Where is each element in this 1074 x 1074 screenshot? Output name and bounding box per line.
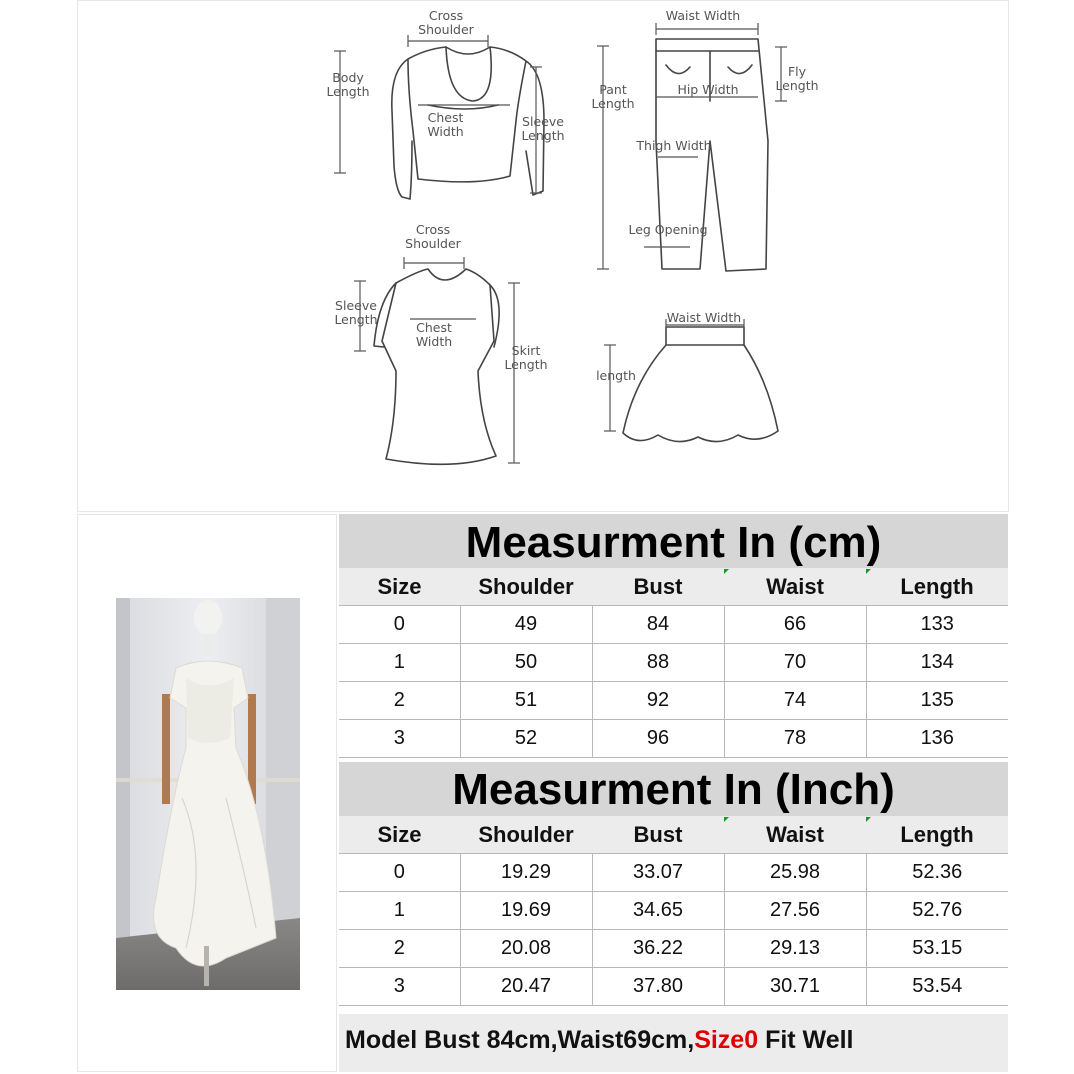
table-row	[339, 682, 1008, 720]
cell-bust: 37.80	[592, 968, 724, 1006]
table-row	[339, 606, 1008, 644]
cell-shoulder: 20.47	[460, 968, 592, 1006]
cell-size: 1	[339, 644, 460, 682]
cm-header-row	[339, 568, 1008, 606]
header-length: Length	[866, 568, 1008, 606]
fit-note-prefix: Model Bust 84cm,Waist69cm,	[345, 1026, 695, 1054]
cm-table-title: Measurment In (cm)	[339, 514, 1008, 568]
label-skirt-waist-width: Waist Width	[666, 310, 742, 325]
label-dress-sleeve-length: Sleeve Length	[334, 298, 378, 327]
cell-shoulder: 19.29	[460, 854, 592, 892]
header-size: Size	[339, 568, 460, 606]
label-leg-opening: Leg Opening	[628, 222, 708, 237]
table-row	[339, 930, 1008, 968]
cell-waist: 78	[724, 720, 866, 758]
label-pants-waist-width: Waist Width	[665, 8, 741, 23]
cell-bust: 88	[592, 644, 724, 682]
label-skirt-length: Skirt Length	[504, 343, 548, 372]
fit-note-suffix: Fit Well	[758, 1026, 854, 1054]
label-body-length: Body Length	[326, 70, 370, 99]
label-skirt-length-short: length	[596, 368, 636, 383]
table-row	[339, 720, 1008, 758]
cell-bust: 96	[592, 720, 724, 758]
cell-size: 2	[339, 682, 460, 720]
cell-size: 3	[339, 720, 460, 758]
label-thigh-width: Thigh Width	[636, 138, 712, 153]
cell-length: 53.15	[866, 930, 1008, 968]
cell-size: 2	[339, 930, 460, 968]
cell-length: 52.36	[866, 854, 1008, 892]
cell-waist: 70	[724, 644, 866, 682]
header-bust: Bust	[592, 816, 724, 854]
header-shoulder: Shoulder	[460, 568, 592, 606]
cell-size: 0	[339, 854, 460, 892]
cell-size: 3	[339, 968, 460, 1006]
cell-length: 134	[866, 644, 1008, 682]
skirt-sketch	[623, 327, 778, 442]
cell-length: 135	[866, 682, 1008, 720]
cell-shoulder: 50	[460, 644, 592, 682]
label-chest-width: Chest Width	[427, 110, 464, 139]
label-hip-width: Hip Width	[677, 82, 739, 97]
label-dress-chest-width: Chest Width	[415, 320, 453, 349]
cell-bust: 33.07	[592, 854, 724, 892]
label-pant-length: Pant Length	[591, 82, 635, 111]
inch-table-title: Measurment In (Inch)	[339, 762, 1008, 816]
label-dress-cross-shoulder: Cross Shoulder	[405, 222, 461, 251]
garment-sketches	[78, 1, 1010, 513]
cell-length: 136	[866, 720, 1008, 758]
cell-bust: 34.65	[592, 892, 724, 930]
header-waist: Waist	[724, 568, 866, 606]
inch-size-table	[339, 816, 1008, 1006]
mannequin-dress-photo	[116, 598, 300, 990]
cell-length: 53.54	[866, 968, 1008, 1006]
header-length: Length	[866, 816, 1008, 854]
table-row	[339, 854, 1008, 892]
cell-shoulder: 51	[460, 682, 592, 720]
cm-size-table	[339, 568, 1008, 758]
inch-header-row	[339, 816, 1008, 854]
header-bust: Bust	[592, 568, 724, 606]
size-diagram	[77, 0, 1009, 512]
cell-waist: 29.13	[724, 930, 866, 968]
cell-bust: 84	[592, 606, 724, 644]
label-fly-length: Fly Length	[775, 64, 819, 93]
cell-size: 0	[339, 606, 460, 644]
fit-note	[345, 1026, 854, 1055]
cell-length: 133	[866, 606, 1008, 644]
header-shoulder: Shoulder	[460, 816, 592, 854]
label-cross-shoulder: Cross Shoulder	[418, 8, 474, 37]
cell-bust: 92	[592, 682, 724, 720]
dress-sketch	[374, 269, 499, 464]
cell-waist: 66	[724, 606, 866, 644]
comment-marker-icon	[724, 569, 729, 574]
cell-shoulder: 20.08	[460, 930, 592, 968]
cell-waist: 25.98	[724, 854, 866, 892]
comment-marker-icon	[866, 817, 871, 822]
fit-note-bar	[339, 1014, 1008, 1072]
comment-marker-icon	[724, 817, 729, 822]
cell-waist: 74	[724, 682, 866, 720]
cell-shoulder: 52	[460, 720, 592, 758]
header-size: Size	[339, 816, 460, 854]
table-row	[339, 892, 1008, 930]
cell-size: 1	[339, 892, 460, 930]
table-row	[339, 644, 1008, 682]
table-row	[339, 968, 1008, 1006]
cell-shoulder: 19.69	[460, 892, 592, 930]
cell-shoulder: 49	[460, 606, 592, 644]
cell-waist: 30.71	[724, 968, 866, 1006]
fit-note-size: Size0	[694, 1026, 759, 1054]
header-waist: Waist	[724, 816, 866, 854]
cell-length: 52.76	[866, 892, 1008, 930]
cell-bust: 36.22	[592, 930, 724, 968]
label-sleeve-length: Sleeve Length	[521, 114, 565, 143]
cell-waist: 27.56	[724, 892, 866, 930]
comment-marker-icon	[866, 569, 871, 574]
